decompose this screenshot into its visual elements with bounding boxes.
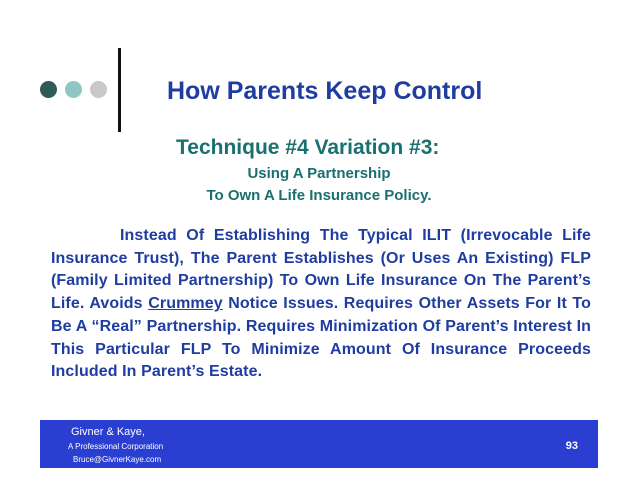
- page-number: 93: [565, 440, 578, 452]
- slide-title: How Parents Keep Control: [167, 77, 483, 105]
- crummey-term: Crummey: [148, 295, 223, 313]
- bullet-dot-teal: [65, 81, 82, 98]
- footer-corporation: A Professional Corporation: [68, 442, 164, 451]
- footer-firm-name: Givner & Kaye,: [71, 426, 145, 438]
- subtitle-line-1: Using A Partnership: [247, 165, 391, 182]
- footer-bar: [40, 420, 598, 468]
- title-divider: [118, 48, 121, 132]
- subtitle-line-2: To Own A Life Insurance Policy.: [206, 187, 432, 204]
- body-text-after: Notice Issues. Requires Other Assets For It To Be A “Real” Partnership. Requires Minimization Of Parent’s Interest In This Particular FLP To Minimize Amount Of Insurance Proceeds Included In Parent’s Estate.: [51, 295, 591, 381]
- body-paragraph: [51, 225, 591, 384]
- bullet-dot-dark: [40, 81, 57, 98]
- bullet-dot-gray: [90, 81, 107, 98]
- footer-email: Bruce@GivnerKaye.com: [73, 455, 162, 464]
- slide-subtitle: Technique #4 Variation #3:: [176, 136, 440, 159]
- body-text-before: Instead Of Establishing The Typical ILIT (Irrevocable Life Insurance Trust), The Parent Establishes (Or Uses An Existing) FLP (Family Limited Partnership) To Own Life Insurance On The Parent’s Life. Avoids: [51, 227, 591, 313]
